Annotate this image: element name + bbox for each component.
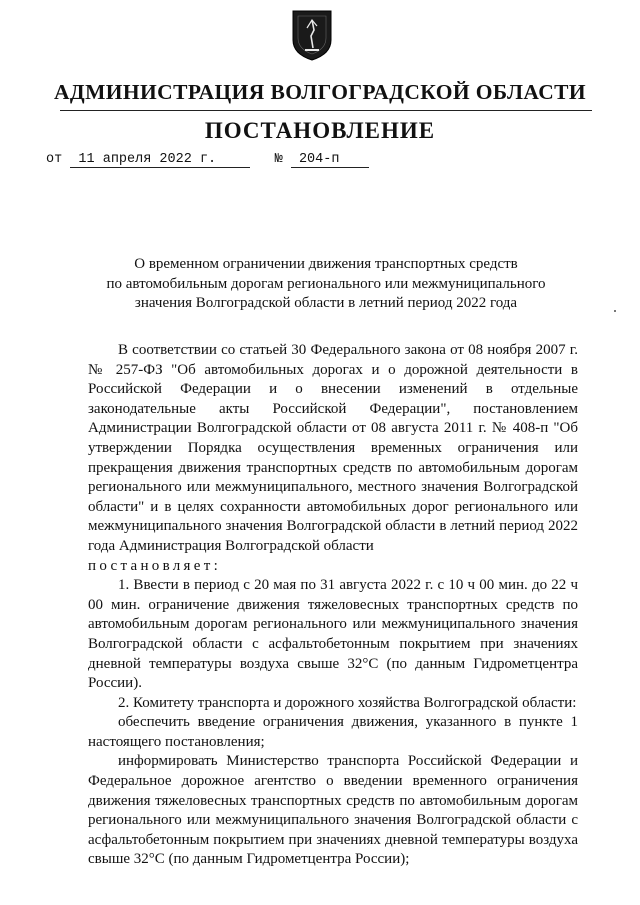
- item-2-paragraph: 2. Комитету транспорта и дорожного хозяйства Волгоградской области:: [118, 694, 577, 711]
- item-1-paragraph: 1. Ввести в период с 20 мая по 31 августа 2022 г. с 10 ч 00 мин. до 22 ч 00 мин. ограничение движения тяжеловесных транспортных средств по автомобильным дорогам регионального или межмуниципального значения Волгоградской области с асфальтобетонным покрытием при значениях дневной температуры воздуха свыше 32°С (по данным Гидрометцентра России).: [88, 577, 578, 692]
- title-line: О временном ограничении движения транспортных средств: [134, 256, 518, 272]
- scan-speck: [614, 310, 616, 312]
- date-prefix: от: [46, 152, 63, 167]
- resolves-word: постановляет:: [88, 557, 222, 574]
- item-2a-paragraph: обеспечить введение ограничения движения, указанного в пункте 1 настоящего постановления;: [88, 714, 578, 750]
- item-2b-paragraph: информировать Министерство транспорта Российской Федерации и Федеральное дорожное агентство о введении временного ограничения движения тяжеловесных транспортных средств по автомобильным дорогам регионального или межмуниципального значения Волгоградской области с асфальтобетонным покрытием при значениях дневной температуры воздуха свыше 32°С (по данным Гидрометцентра России);: [88, 753, 578, 868]
- document-number-field: [291, 152, 369, 168]
- document-date-field: [70, 152, 250, 168]
- title-line: значения Волгоградской области в летний период 2022 года: [134, 295, 518, 311]
- organization-name: АДМИНИСТРАЦИЯ ВОЛГОГРАДСКОЙ ОБЛАСТИ: [53, 80, 587, 104]
- document-type: ПОСТАНОВЛЕНИЕ: [204, 118, 436, 143]
- date-and-number-line: [46, 152, 369, 168]
- document-title: [60, 255, 592, 314]
- number-sign: №: [274, 152, 283, 167]
- document-body: [88, 341, 578, 870]
- header-divider: [60, 110, 592, 111]
- preamble-paragraph: В соответствии со статьей 30 Федерального закона от 08 ноября 2007 г. № 257-ФЗ "Об автомобильных дорогах и о дорожной деятельности в Российской Федерации и о внесении изменений в отдельные законодательные акты Российской Федерации", постановлением Администрации Волгоградской области от 08 августа 2011 г. № 408-п "Об утверждении Порядка осуществления временных ограничения или прекращения движения транспортных средств по автомобильным дорогам регионального или межмуниципального, местного значения Волгоградской области" и в целях сохранности автомобильных дорог регионального или межмуниципального значения Волгоградской области в летний период 2022 года Администрация Волгоградской области: [88, 342, 578, 554]
- document-number: 204-п: [298, 152, 340, 167]
- document-date: 11 апреля 2022 г.: [78, 152, 217, 167]
- title-line: по автомобильным дорогам регионального или межмуниципального: [106, 275, 546, 292]
- coat-of-arms-icon: [290, 8, 334, 62]
